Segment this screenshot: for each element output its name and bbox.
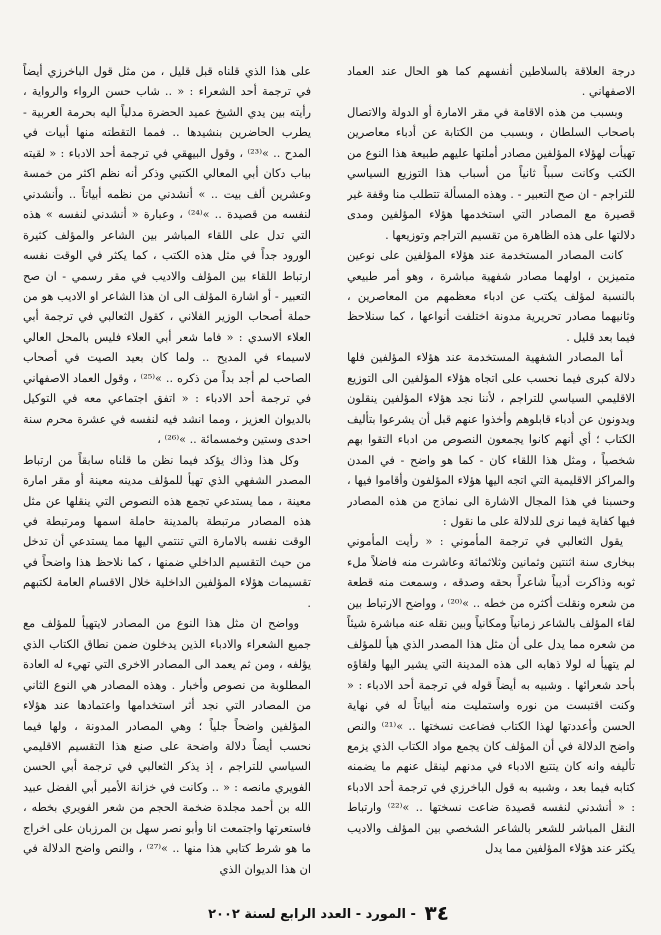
paragraph: وبسبب من هذه الاقامة في مقر الامارة أو الدولة والاتصال باصحاب السلطان ، وبسبب من الكتابة عن أدباء معاصرين تهيأت لهؤلاء المؤلفين مصادر أملتها عليهم طبيعة هذا النوع من الكتب وكانت سبباً ثانياً من أسباب هذا التوزيع السياسي للتراجم - ان صح التعبير - . وهذه المسألة تتطلب منا وقفة غير قصيرة مع المصادر التي استخدمها هؤلاء المؤلفين ومدى دلالتها على هذه الظاهرة من تقسيم التراجم وتوزيعها . (347, 105, 635, 242)
paragraph: يقول الثعالبي في ترجمة المأموني : « رأيت المأموني ببخارى سنة اثنتين وثمانين وثلاثمائة وعاشرت منه فاضلاً ملء ثوبه وذاكرت أديباً شاعراً بحقه وصدقه ، وسمعت منه قطعة من شعره ونقلت أكثره من خطه .. »⁽²⁰⁾ ، وواضح الارتباط بين لقاء المؤلف بالشاعر زمانياً ومكانياً وبين نقله عنه مباشرة شيئاً من شعره مما يدل على أن مثل هذا المصدر الذي هيأ للمؤلف لم يتهيأ له لولا ذهابه الى هذه المدينة التي يشير اليها ولقاؤه بأحد شعرائها . وشبيه به أيضاً قوله في ترجمة أحد الادباء : « وكنت اقتبست من نوره واستمليت منه أبياتاً له في نهاية الحسن وأعددتها لهذا الكتاب فضاعت نسختها .. »⁽²¹⁾ والنص واضح الدلالة في أن المؤلف كان يجمع مواد الكتاب الذي يزمع تأليفه وانه كان يتتبع الادباء في مدنهم لينقل عنهم ما يضمنه كتابه فيما بعد ، وشبيه به قول الباخرزي في ترجمة أحد الادباء : « أنشدني لنفسه قصيدة ضاعت نسختها .. »⁽²²⁾ وارتباط النقل المباشر للشعر بالشاعر الشخصي بين المؤلف والاديب يكثر عند هؤلاء المؤلفين مما يدل (347, 535, 635, 856)
paragraph: وكل هذا وذاك يؤكد فيما نظن ما قلناه سابقاً من ارتباط المصدر الشفهي الذي تهيأ للمؤلف مدينه معينة أو مقر امارة معينة ، مما يستدعي تجمع هذه النصوص التي ينقلها عن مثل هذه المصادر مرتبطة بالمدينة حاملة اسمها ومرتبطة في الوقت نفسه بالامارة التي تنتمي اليها مما يستدعي أن تدخل من حيث التقسيم الداخلي ضمنها ، كما نلاحظ هذا واضحاً في تقسيمات هؤلاء المؤلفين الداخلية خلال الاقسام العامة لكتبهم . (23, 453, 311, 610)
paragraph: كانت المصادر المستخدمة عند هؤلاء المؤلفين على نوعين متميزين ، اولهما مصادر شفهية مباشرة ، وهو أمر طبيعي بالنسبة لمؤلف يكتب عن ادباء معظمهم من المعاصرين ، وثانيهما مصادر تحريرية مدونة اختلفت أنواعها ، كما سنلاحظ فيما بعد قليل . (347, 249, 635, 344)
left-column (23, 62, 311, 890)
paragraph: درجة العلاقة بالسلاطين أنفسهم كما هو الحال عند العماد الاصفهاني . (347, 65, 635, 99)
paragraph: وواضح ان مثل هذا النوع من المصادر لايتهيأ للمؤلف مع جميع الشعراء والادباء الذين يدخلون ضمن نطاق الكتاب الذي يؤلفه ، ومن ثم يعمد الى المصادر الاخرى التي تهيء له العادة المطلوبة من نصوص وأخبار . وهذه المصادر هي النوع الثاني من المصادر التي نجد أثر استخدامها واعتمادها عند هؤلاء المؤلفين واضحاً جلياً ؛ وهي المصادر المدونة ، ولها فيما نحسب أيضاً دلالة واضحة على صنع هذا التقسيم الاقليمي السياسي للتراجم ، إذ يذكر الثعالبي في ترجمة أبي الحسن الفويري مانصه : « .. وكانت في خزانة الأمير أبي الفضل عبيد الله بن أحمد مجلدة ضخمة الحجم من شعر الفويري بخطه ، فاستعرتها واجتمعت انا وأبو نصر سهل بن المرزبان على اخراج ما هو شرط كتابي هذا منها .. »⁽²⁷⁾ ، والنص واضح الدلالة في ان هذا الديوان الذي (23, 617, 311, 876)
page-footer: ٣٤ - المورد - العدد الرابع لسنة ٢٠٠٢ (208, 901, 449, 925)
paragraph: أما المصادر الشفهية المستخدمة عند هؤلاء المؤلفين فلها دلالة كبرى فيما نحسب على اتجاه هؤلاء المؤلفين الى التوزيع الاقليمي السياسي للتراجم ، لأننا نجد هؤلاء المؤلفين ينقلون ويدونون عن أدباء قابلوهم وأخذوا عنهم قبل أن يشرعوا بتأليف الكتاب ؛ أي أنهم كانوا يجمعون النصوص من ادباء التقوا بهم شخصياً ، ومثل هذا اللقاء كان - كما هو واضح - في المدن والمراكز الاقليمية التي اتجه اليها هؤلاء المؤلفون وأقاموا فيها ، وحسبنا في هذا المجال الاشارة الى نماذج من هذه المصادر فيها كفاية فيما نرى للدلالة على ما نقول : (347, 351, 635, 528)
journal-issue: المورد - العدد الرابع لسنة ٢٠٠٢ (208, 907, 407, 922)
right-column (347, 62, 635, 890)
page-number: ٣٤ (424, 901, 449, 925)
paragraph: على هذا الذي قلناه قبل قليل ، من مثل قول الباخرزي أيضاً في ترجمة أحد الشعراء : « .. شاب حسن الرواء والرواية ، رأيته بين يدي الشيخ عميد الحضرة مدلياً اليه بحرمة العربية - يطرب الحاضرين بنشيدها .. فمما التقطته منها أبيات في المدح .. »⁽²³⁾ ، وقول البيهقي في ترجمة أحد الادباء : « لقيته بباب دكان أبي المعالي الكتبي وذكر أنه نظم اكثر من خمسة وعشرين ألف بيت .. » أنشدني من نظمه أبياتاً .. وأنشدني لنفسه من قصيدة .. »⁽²⁴⁾ ، وعبارة « أنشدني لنفسه » هذه التي تدل على اللقاء المباشر بين الشاعر والمؤلف كثيرة الورود جداً في مثل هذه الكتب ، كما يكثر في الوقت نفسه ارتباط اللقاء بين المؤلف والاديب في مقر رسمي - ان صح التعبير - أو اشارة المؤلف الى ان هذا الشاعر او الاديب هو من حملة أصحاب الوزير الفلاني ، كقول الثعالبي في ترجمة أبي العلاء الاسدي : « فاما شعر أبي العلاء فليس بالمحل العالي لاسيماء في المديح .. ولما كان بعيد الصيت في أصحاب الصاحب لم أجد بداً من ذكره .. »⁽²⁵⁾ ، وقول العماد الاصفهاني في ترجمة أحد الادباء : « اتفق اجتماعي معه في التوكيل بالديوان العزيز ، ومما انشد فيه لنفسه في عشرة محرم سنة احدى وستين وخمسمائة .. »⁽²⁶⁾ ، (23, 65, 311, 447)
